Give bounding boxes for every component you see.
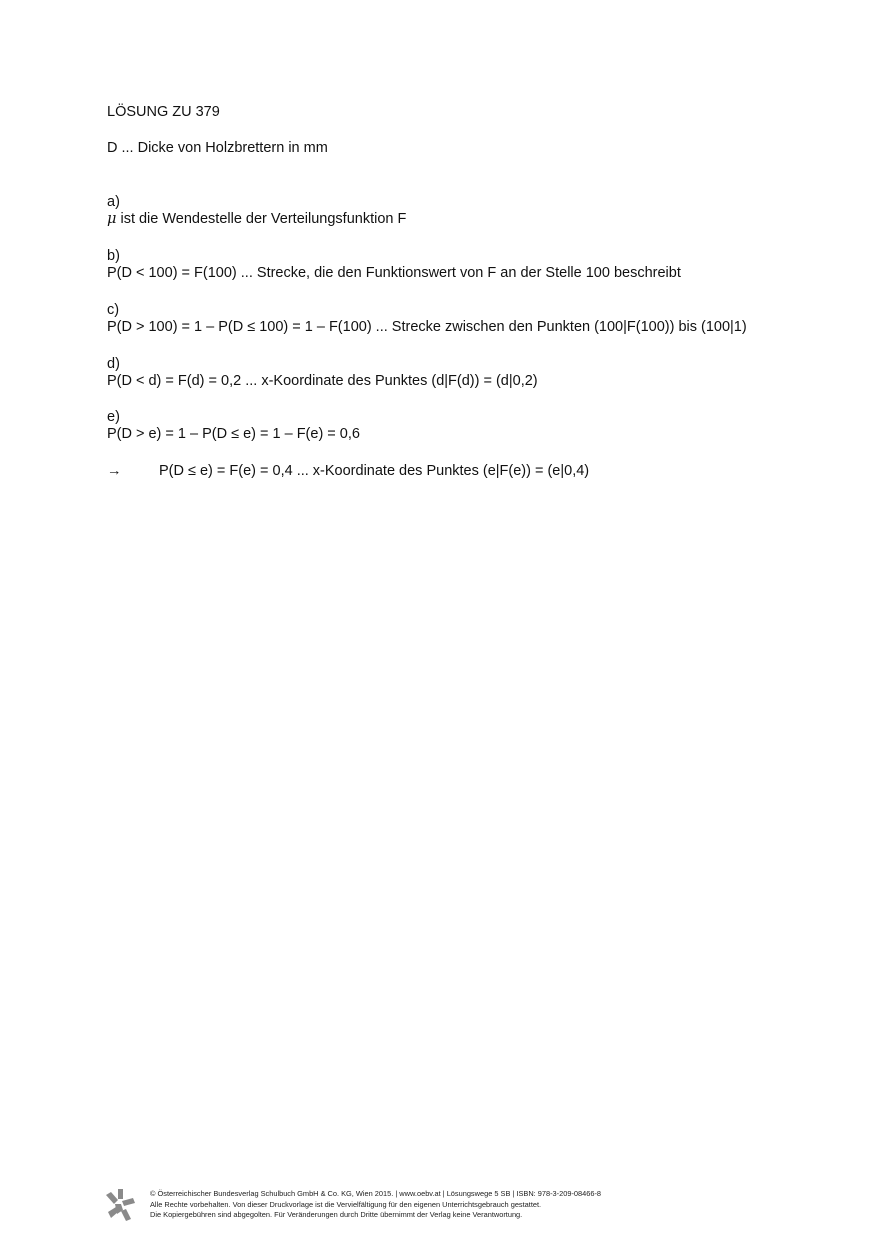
section-d-text: P(D < d) = F(d) = 0,2 ... x-Koordinate des Punktes (d|F(d)) = (d|0,2) (107, 373, 538, 389)
oebv-logo-icon (104, 1188, 136, 1222)
section-a-text (107, 210, 406, 228)
section-a-body: ist die Wendestelle der Verteilungsfunktion F (116, 211, 407, 227)
section-e-label: e) (107, 409, 120, 425)
footer-line-3: Die Kopiergebühren sind abgegolten. Für Veränderungen durch Dritte übernimmt der Verlag keine Verantwortung. (150, 1210, 523, 1219)
mu-symbol: μ (107, 211, 117, 227)
copyright-footer (150, 1189, 601, 1221)
section-d-label: d) (107, 356, 120, 372)
conclusion-text: P(D ≤ e) = F(e) = 0,4 ... x-Koordinate des Punktes (e|F(e)) = (e|0,4) (159, 463, 590, 479)
arrow-right-icon: → (107, 463, 122, 479)
section-c-text: P(D > 100) = 1 – P(D ≤ 100) = 1 – F(100) ... Strecke zwischen den Punkten (100|F(100)) bis (100|1) (107, 319, 747, 335)
section-b-text: P(D < 100) = F(100) ... Strecke, die den Funktionswert von F an der Stelle 100 beschreibt (107, 265, 681, 281)
footer-line-2: Alle Rechte vorbehalten. Von dieser Druckvorlage ist die Vervielfältigung für den eigenen Unterrichtsgebrauch gestattet. (150, 1199, 542, 1209)
variable-definition: D ... Dicke von Holzbrettern in mm (107, 140, 328, 156)
section-b-label: b) (107, 248, 120, 264)
section-a-label: a) (107, 194, 120, 210)
section-e-text: P(D > e) = 1 – P(D ≤ e) = 1 – F(e) = 0,6 (107, 426, 360, 442)
section-c-label: c) (107, 302, 120, 318)
footer-line-1: © Österreichischer Bundesverlag Schulbuch GmbH & Co. KG, Wien 2015. | www.oebv.at | Lösungswege 5 SB | ISBN: 978-3-209-08466-8 (150, 1189, 602, 1198)
page-title: LÖSUNG ZU 379 (107, 104, 220, 120)
